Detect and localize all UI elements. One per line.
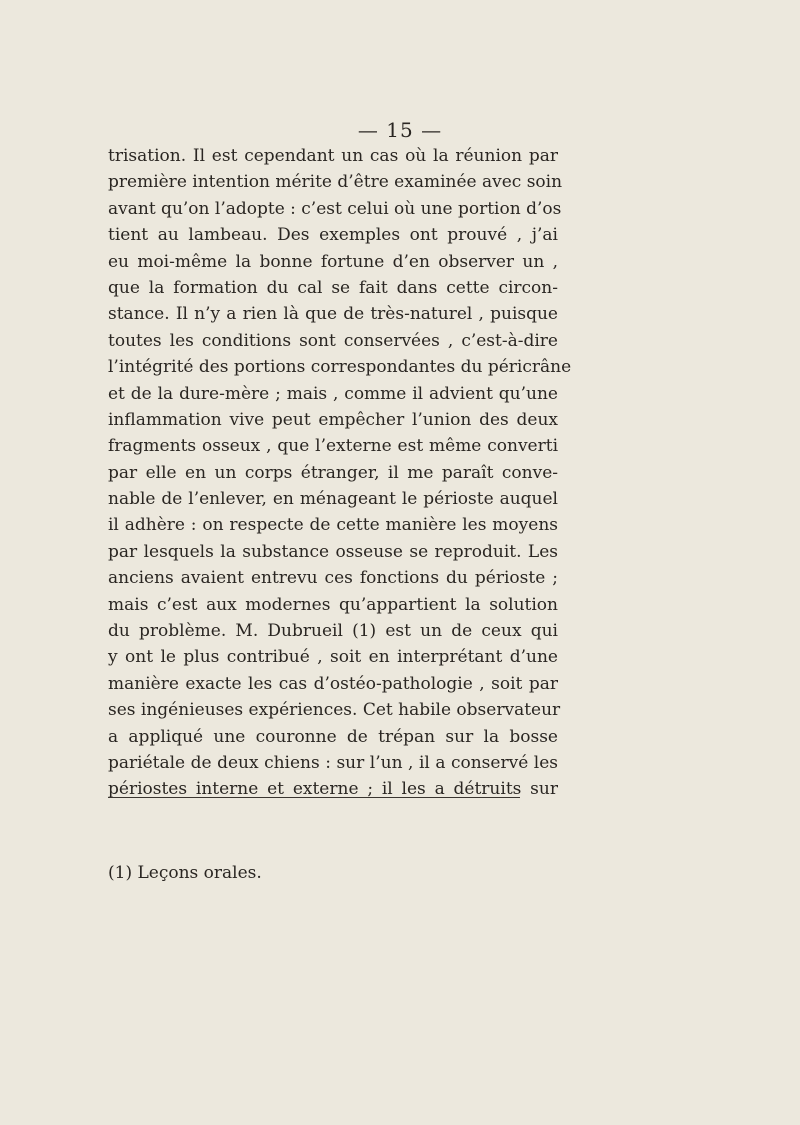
text-line: avant qu’on l’adopte : c’est celui où une portion d’os — [108, 198, 562, 219]
text-line: inflammation vive peut empêcher l’union des deux — [108, 409, 558, 430]
text-line: mais c’est aux modernes qu’appartient la solution — [108, 594, 558, 615]
text-line: l’intégrité des portions correspondantes du péricrâne — [108, 357, 572, 378]
text-line: nable de l’enlever, en ménageant le périoste auquel — [108, 489, 558, 510]
text-line: eu moi-même la bonne fortune d’en observer un , — [108, 251, 558, 272]
footnote-divider — [108, 797, 520, 798]
text-line: pariétale de deux chiens : sur l’un , il a conservé les — [108, 752, 558, 773]
body-text — [108, 143, 572, 803]
text-line: fragments osseux , que l’externe est même converti — [108, 436, 558, 457]
text-line: périostes interne et externe ; il les a détruits sur — [108, 779, 558, 800]
text-line: anciens avaient entrevu ces fonctions du périoste ; — [108, 568, 558, 589]
text-line: tient au lambeau. Des exemples ont prouvé , j’ai — [108, 225, 558, 246]
page-number: — 15 — — [357, 118, 443, 142]
text-line: première intention mérite d’être examinée avec soin — [108, 172, 563, 193]
text-line: du problème. M. Dubrueil (1) est un de ceux qui — [108, 621, 558, 642]
text-line: par lesquels la substance osseuse se reproduit. Les — [108, 541, 558, 562]
text-line: manière exacte les cas d’ostéo-pathologie , soit par — [108, 673, 558, 694]
text-line: et de la dure-mère ; mais , comme il advient qu’une — [108, 383, 558, 404]
text-line: ses ingénieuses expériences. Cet habile observateur — [108, 700, 561, 721]
text-line: a appliqué une couronne de trépan sur la bosse — [108, 726, 558, 747]
text-line: stance. Il n’y a rien là que de très-naturel , puisque — [108, 304, 558, 325]
text-line: que la formation du cal se fait dans cette circon- — [108, 277, 558, 298]
footnote: (1) Leçons orales. — [108, 863, 262, 883]
text-line: il adhère : on respecte de cette manière les moyens — [108, 515, 558, 536]
text-line: toutes les conditions sont conservées , c’est-à-dire — [108, 330, 558, 351]
text-line: y ont le plus contribué , soit en interprétant d’une — [108, 647, 558, 668]
text-line: par elle en un corps étranger, il me paraît conve- — [108, 462, 558, 483]
text-line: trisation. Il est cependant un cas où la réunion par — [108, 146, 558, 166]
